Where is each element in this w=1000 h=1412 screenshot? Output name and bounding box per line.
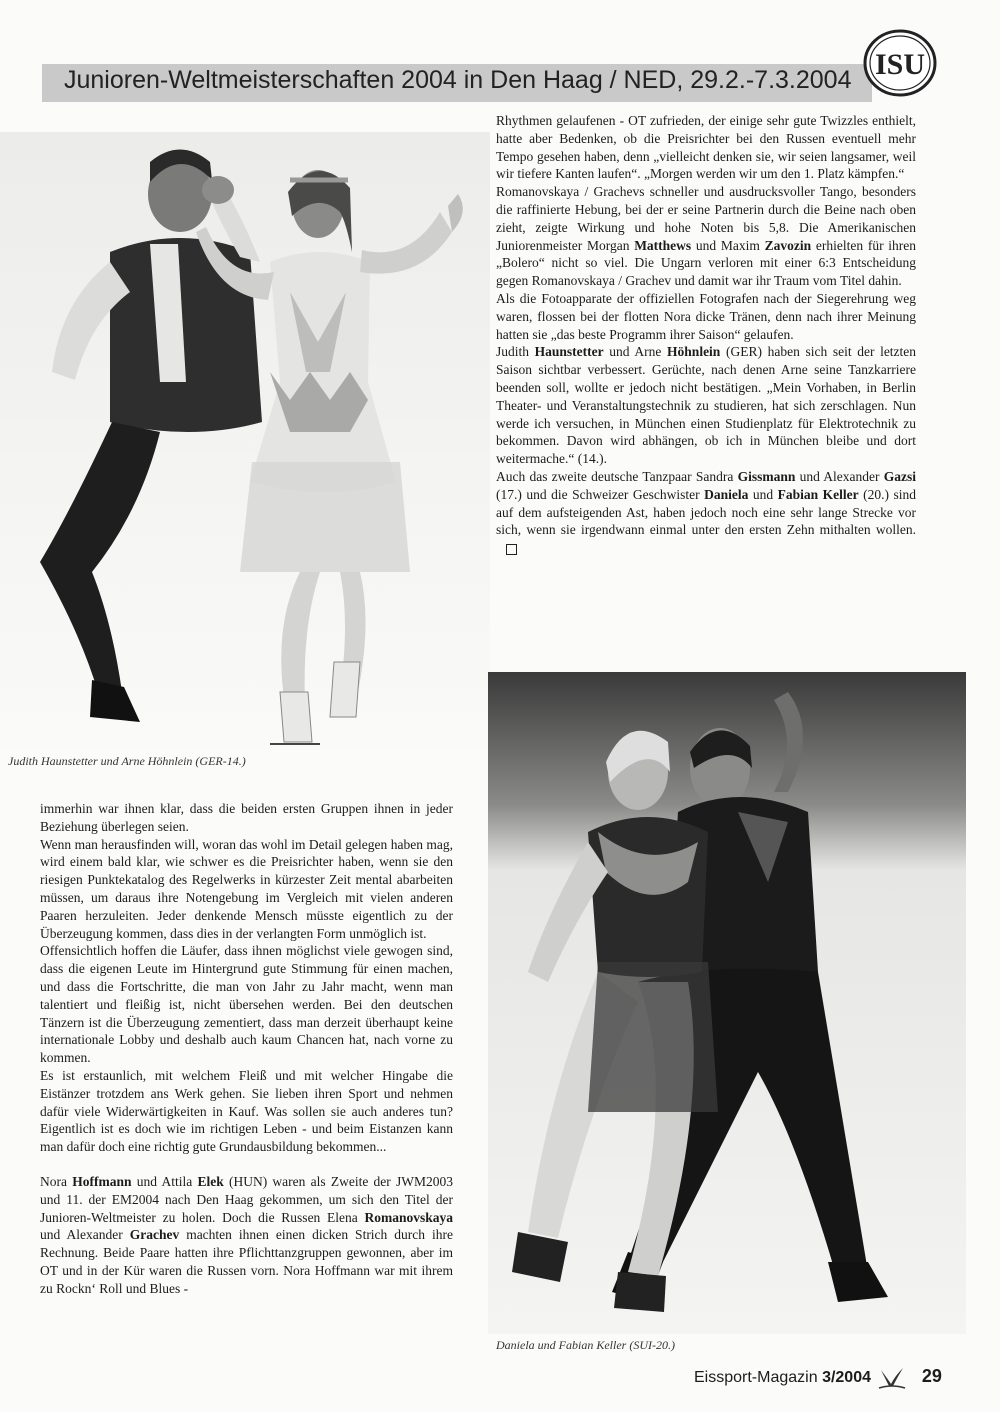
paragraph: immerhin war ihnen klar, dass die beiden ersten Gruppen ihnen in jeder Beziehung überlegen seien. <box>40 801 453 834</box>
paragraph: Auch das zweite deutsche Tanzpaar Sandra Gissmann und Alexander Gazsi (17.) und die Schweizer Geschwister Daniela und Fabian Keller (20.) sind auf dem aufsteigenden Ast, haben jedoch noch eine sehr lange Strecke vor sich, wenn sie irgendwann einmal unter den ersten Zehn mithalten wollen. <box>496 468 916 557</box>
issue-number: 3/2004 <box>822 1369 871 1387</box>
caption-photo1: Judith Haunstetter und Arne Höhnlein (GER-14.) <box>8 754 246 768</box>
left-column-text <box>40 800 453 1298</box>
right-column-text <box>496 112 916 557</box>
caption-photo2: Daniela und Fabian Keller (SUI-20.) <box>496 1338 675 1352</box>
paragraph: Nora Hoffmann und Attila Elek (HUN) waren als Zweite der JWM2003 und 11. der EM2004 nach Den Haag gekommen, um sich den Titel der Junioren-Weltmeister zu holen. Doch die Russen Elena Romanovskaya und Alexander Grachev machten ihnen einen dicken Strich durch ihre Rechnung. Beide Paare hatten ihre Pflichttanzgruppen gewonnen, aber im OT und in der Kür waren die Russen vorn. Nora Hoffmann war mit ihrem zu Rockn‘ Roll und Blues - <box>40 1173 454 1296</box>
paragraph: Offensichtlich hoffen die Läufer, dass ihnen möglichst viele gewogen sind, dass die eigenen Leute im Hintergrund gute Stimmung für einen machen, und dass die Fortschritte, die man von Jahr zu Jahr macht, wenn man talentiert und fleißig ist, nicht übersehen werden. Bei den deutschen Tänzern ist die Überzeugung zementiert, dass man derzeit überhaupt keine internationale Lobby und deshalb auch kaum Chancen hat, nach vorne zu kommen. <box>40 943 453 1066</box>
paragraph: Als die Fotoapparate der offiziellen Fotografen nach der Siegerehrung weg waren, flossen bei der flotten Nora dicke Tränen, denn nach ihrer Meinung hatten sie „das beste Programm ihrer Saison“ gelaufen. <box>496 290 916 342</box>
page-footer <box>694 1366 942 1390</box>
paragraph: Es ist erstaunlich, mit welchem Fleiß und mit welcher Hingabe die Eistänzer trotzdem ans Werk gehen. Sie lieben ihren Sport und nehmen dafür viele Widerwärtigkeiten in Kauf. Was sollen sie auch anderes tun? Eigentlich ist es doch wie im richtigen Leben - und beim Eistanzen kann man dafür doch eine richtig gute Grundausbildung bekommen... <box>40 1067 453 1155</box>
paragraph: Rhythmen gelaufenen - OT zufrieden, der einige sehr gute Twizzles enthielt, hatte aber Bedenken, ob die Preisrichter bei den Russen eventuell mehr Tempo gesehen haben, denn „vielleicht denken sie, wir seien langsamer, weil wir tiefere Kanten laufen“. „Morgen werden wir um den 1. Platz kämpfen.“ <box>496 113 916 182</box>
isu-logo <box>862 28 938 98</box>
photo-keller <box>488 672 966 1334</box>
paragraph: Judith Haunstetter und Arne Höhnlein (GER) haben sich seit der letzten Saison sichtbar verbessert. Gerüchte, nach denen Arne seine Tanzkarriere beenden soll, wollte er jedoch nicht bestätigen. „Mein Vorhaben, in Berlin Theater- und Veranstaltungstechnik zu studieren, hat sich zerschlagen. Nun werde ich versuchen, in München einen Studienplatz für Elektrotechnik zu bekommen. Davon wird abhängen, ob ich in München bleibe und dort weitermache.“ (14.). <box>496 344 917 467</box>
page-number: 29 <box>921 1366 942 1387</box>
magazine-logo-icon <box>877 1366 907 1390</box>
photo-haunstetter-hoehnlein <box>0 132 490 750</box>
page-title: Junioren-Weltmeisterschaften 2004 in Den Haag / NED, 29.2.-7.3.2004 <box>64 66 852 94</box>
end-of-article-icon <box>506 544 517 555</box>
paragraph: Wenn man herausfinden will, woran das wohl im Detail gelegen haben mag, wird einem bald klar, wie schwer es die Preisrichter haben, wenn sie den riesigen Punktekatalog des Regelwerks in kürzester Zeit mental abarbeiten müssen, um daraus ihre Notengebung im Vergleich mit vielen anderen Paaren herzuleiten. Jeder denkende Mensch müsste eigentlich zu der Überzeugung kommen, dass dies in der verlangten Form unmöglich ist. <box>40 836 453 941</box>
isu-logo-text: ISU <box>874 48 926 81</box>
magazine-name: Eissport-Magazin <box>694 1369 818 1387</box>
paragraph: Romanovskaya / Grachevs schneller und ausdrucksvoller Tango, besonders die raffinierte Hebung, bei der er seine Partnerin durch die Beine nach oben zieht, zeigte Wirkung und hohe Noten bis 5,8. Die Amerikanischen Juniorenmeister Morgan Matthews und Maxim Zavozin erhielten für ihren „Bolero“ nicht so viel. Die Ungarn verloren mit einer 6:3 Entscheidung gegen Romanovskaya / Grachev und damit war ihr Traum vom Titel dahin. <box>496 184 917 289</box>
